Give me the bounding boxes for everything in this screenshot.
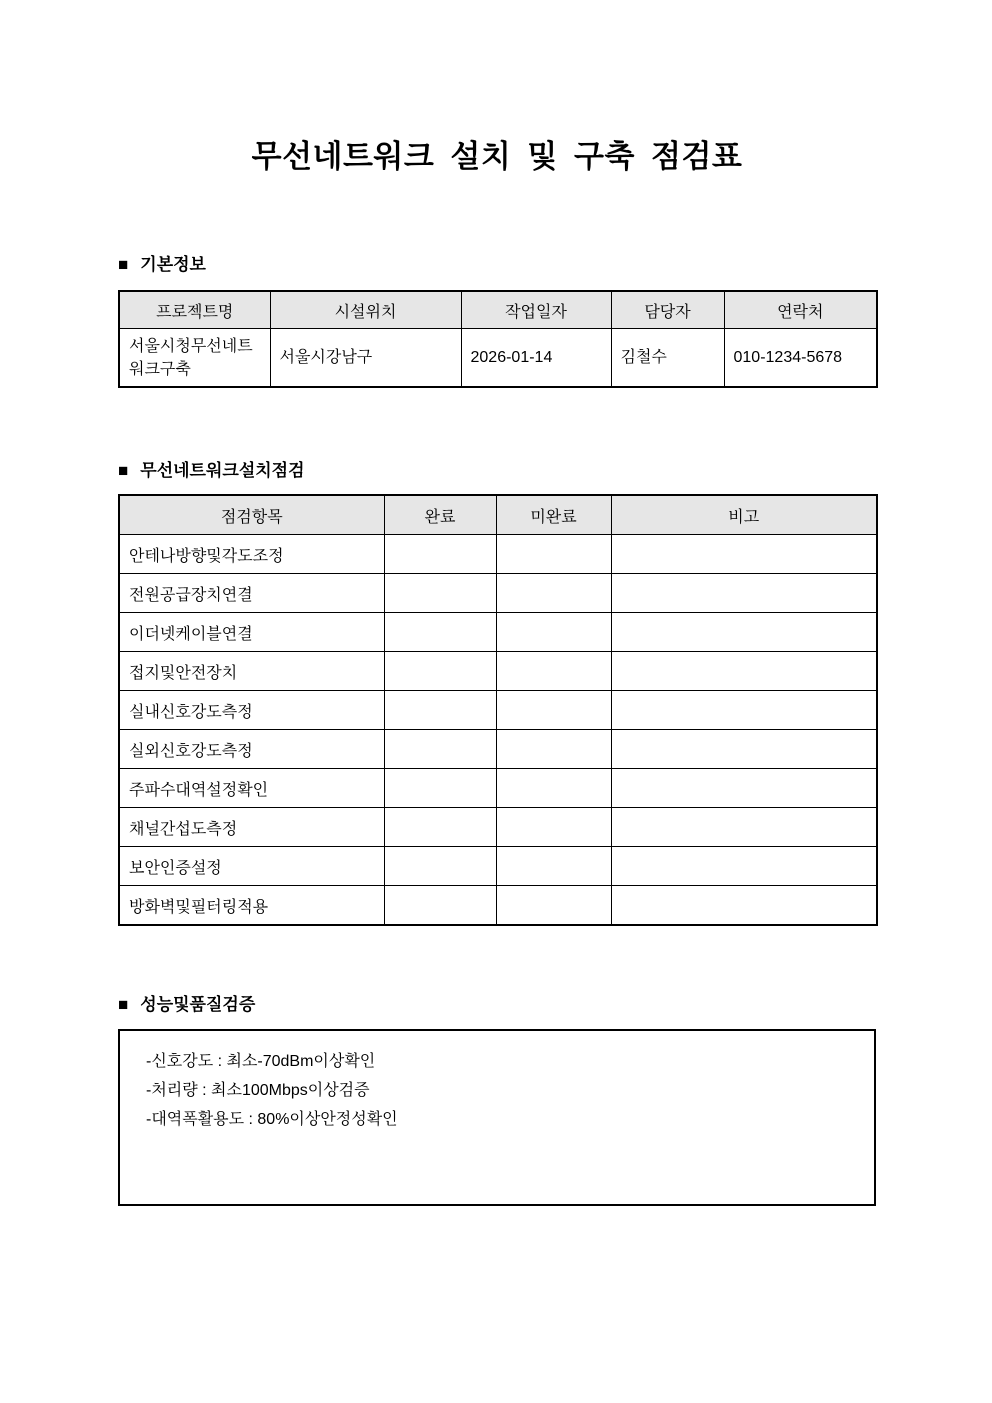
checklist-row [119, 730, 877, 769]
column-header-incomplete: 미완료 [496, 495, 611, 535]
basic-info-data-row [119, 329, 877, 388]
check-item-cell: 실내신호강도측정 [119, 691, 384, 730]
check-item-cell: 접지및안전장치 [119, 652, 384, 691]
criteria-line-bandwidth-utilization: -대역폭활용도 : 80%이상안정성확인 [146, 1111, 398, 1128]
check-item-cell: 주파수대역설정확인 [119, 769, 384, 808]
check-item-cell: 전원공급장치연결 [119, 574, 384, 613]
incomplete-cell [496, 652, 611, 691]
section-heading-basic-info [118, 255, 876, 275]
page-title: 무선네트워크 설치 및 구축 점검표 [251, 139, 743, 174]
complete-cell [384, 808, 496, 847]
checklist-row [119, 652, 877, 691]
section-heading-label-basic-info: 기본정보 [140, 255, 206, 274]
incomplete-cell [496, 847, 611, 886]
section-heading-performance-verification [118, 995, 876, 1015]
column-header-contact: 연락처 [724, 291, 877, 329]
section-heading-label-installation-check: 무선네트워크설치점검 [140, 461, 305, 480]
note-cell [611, 847, 877, 886]
checklist-row [119, 535, 877, 574]
complete-cell [384, 730, 496, 769]
column-header-complete: 완료 [384, 495, 496, 535]
section-bullet-icon: ■ [118, 461, 129, 480]
section-bullet-icon: ■ [118, 995, 129, 1014]
checklist-header-row [119, 495, 877, 535]
checklist-row [119, 691, 877, 730]
basic-info-header-row [119, 291, 877, 329]
incomplete-cell [496, 574, 611, 613]
performance-criteria-box [118, 1029, 876, 1206]
check-item-cell: 보안인증설정 [119, 847, 384, 886]
checklist-row [119, 574, 877, 613]
checklist-row [119, 808, 877, 847]
note-cell [611, 691, 877, 730]
column-header-manager: 담당자 [611, 291, 724, 329]
section-bullet-icon: ■ [118, 255, 129, 274]
checklist-row [119, 613, 877, 652]
note-cell [611, 652, 877, 691]
note-cell [611, 808, 877, 847]
note-cell [611, 730, 877, 769]
contact-cell: 010-1234-5678 [724, 329, 877, 388]
column-header-note: 비고 [611, 495, 877, 535]
note-cell [611, 574, 877, 613]
complete-cell [384, 847, 496, 886]
section-heading-label-performance-verification: 성능및품질검증 [140, 995, 256, 1014]
check-item-cell: 방화벽및필터링적용 [119, 886, 384, 926]
complete-cell [384, 769, 496, 808]
complete-cell [384, 652, 496, 691]
criteria-line-throughput: -처리량 : 최소100Mbps이상검증 [146, 1082, 370, 1099]
note-cell [611, 886, 877, 926]
work-date-cell: 2026-01-14 [461, 329, 611, 388]
incomplete-cell [496, 613, 611, 652]
check-item-cell: 안테나방향및각도조정 [119, 535, 384, 574]
checklist-row [119, 886, 877, 926]
checklist-row [119, 847, 877, 886]
document-page [118, 0, 876, 1206]
basic-info-table [118, 290, 878, 388]
project-name-cell: 서울시청무선네트워크구축 [119, 329, 270, 388]
note-cell [611, 535, 877, 574]
incomplete-cell [496, 535, 611, 574]
incomplete-cell [496, 886, 611, 926]
column-header-facility-location: 시설위치 [270, 291, 461, 329]
check-item-cell: 이더넷케이블연결 [119, 613, 384, 652]
checklist-row [119, 769, 877, 808]
complete-cell [384, 535, 496, 574]
facility-location-cell: 서울시강남구 [270, 329, 461, 388]
incomplete-cell [496, 730, 611, 769]
column-header-work-date: 작업일자 [461, 291, 611, 329]
check-item-cell: 실외신호강도측정 [119, 730, 384, 769]
column-header-check-item: 점검항목 [119, 495, 384, 535]
incomplete-cell [496, 691, 611, 730]
section-heading-installation-check [118, 461, 876, 481]
note-cell [611, 613, 877, 652]
complete-cell [384, 574, 496, 613]
note-cell [611, 769, 877, 808]
complete-cell [384, 886, 496, 926]
incomplete-cell [496, 808, 611, 847]
column-header-project-name: 프로젝트명 [119, 291, 270, 329]
incomplete-cell [496, 769, 611, 808]
installation-check-table [118, 494, 878, 926]
complete-cell [384, 691, 496, 730]
criteria-line-signal-strength: -신호강도 : 최소-70dBm이상확인 [146, 1053, 376, 1070]
check-item-cell: 채널간섭도측정 [119, 808, 384, 847]
complete-cell [384, 613, 496, 652]
manager-cell: 김철수 [611, 329, 724, 388]
